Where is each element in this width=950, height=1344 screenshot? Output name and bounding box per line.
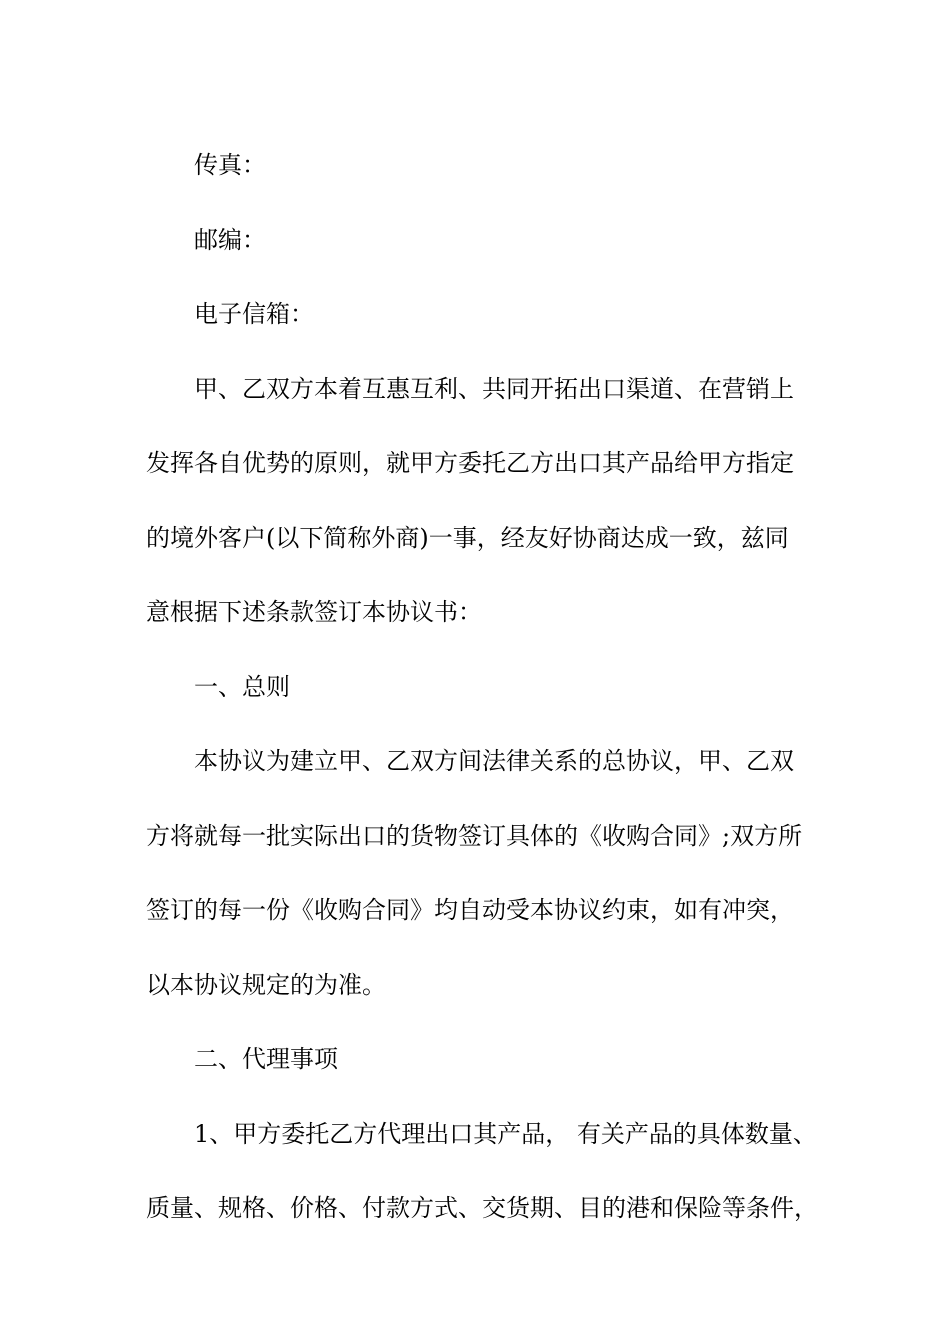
section-heading-general: 一、总则 (194, 672, 290, 701)
paragraph-line: 以本协议规定的为准。 (146, 970, 386, 999)
paragraph-line: 意根据下述条款签订本协议书： (146, 598, 482, 626)
paragraph-line: 1、甲方委托乙方代理出口其产品， 有关产品的具体数量、 (194, 1119, 817, 1148)
fax-line: 传真： (194, 151, 266, 179)
paragraph-line: 发挥各自优势的原则，就甲方委托乙方出口其产品给甲方指定 (146, 449, 794, 477)
document-body (146, 128, 826, 1246)
section-heading-agency: 二、代理事项 (194, 1045, 338, 1073)
postcode-line: 邮编： (194, 225, 266, 254)
paragraph-line: 甲、乙双方本着互惠互利、共同开拓出口渠道、在营销上 (194, 374, 794, 403)
paragraph-line: 方将就每一批实际出口的货物签订具体的《收购合同》;双方所 (146, 821, 803, 850)
paragraph-line: 的境外客户(以下简称外商)一事，经友好协商达成一致，兹同 (146, 523, 789, 552)
paragraph-line: 质量、规格、价格、付款方式、交货期、目的港和保险等条件， (146, 1194, 818, 1222)
email-line: 电子信箱： (194, 300, 314, 328)
paragraph-line: 本协议为建立甲、乙双方间法律关系的总协议，甲、乙双 (194, 747, 794, 775)
paragraph-line: 签订的每一份《收购合同》均自动受本协议约束，如有冲突， (146, 896, 794, 924)
